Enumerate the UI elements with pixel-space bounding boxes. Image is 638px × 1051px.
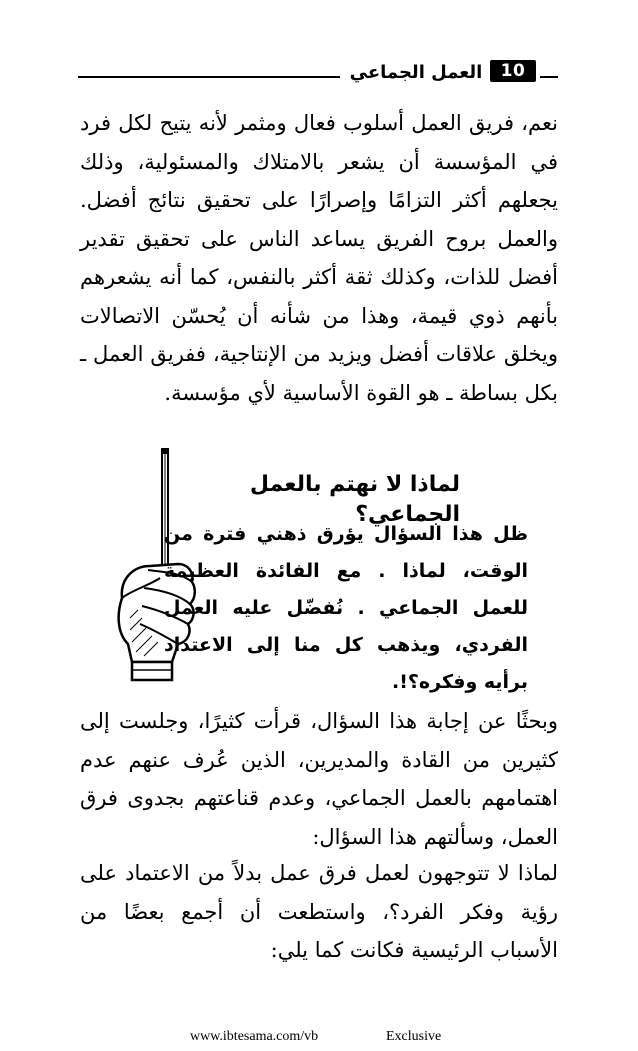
chapter-title: العمل الجماعي xyxy=(349,62,483,83)
paragraph-question: لماذا لا تتوجهون لعمل فرق عمل بدلاً من الاعتماد على رؤية وفكر الفرد؟، واستطعت أن أجمع بعضًا من الأسباب الرئيسية فكانت كما يلي: xyxy=(80,861,558,962)
page-footer xyxy=(0,1028,638,1048)
footer-tag: Exclusive xyxy=(386,1029,442,1044)
page-number: 10 xyxy=(490,60,536,82)
header-rule xyxy=(78,76,340,78)
paragraph-research: وبحثًا عن إجابة هذا السؤال، قرأت كثيرًا، وجلست إلى كثيرين من القادة والمديرين، الذين عُرف عنهم عدم اهتمامهم بالعمل الجماعي، وعدم قناعتهم بجدوى فرق العمل، وسألتهم هذا السؤال: xyxy=(80,709,558,849)
paragraph-intro: نعم، فريق العمل أسلوب فعال ومثمر لأنه يتيح لكل فرد في المؤسسة أن يشعر بالامتلاك والمسئولية، وذلك يجعلهم أكثر التزامًا وإصرارًا على تحقيق نتائج أفضل. والعمل بروح الفريق يساعد الناس على تحقيق تقدير أفضل للذات، وكذلك ثقة أكثر بالنفس، كما أنه يشعرهم بأنهم ذوي قيمة، وهذا من شأنه أن يُحسّن الاتصالات ويخلق علاقات أفضل ويزيد من الإنتاجية، ففريق العمل ـ بكل بساطة ـ هو القوة الأساسية لأي مؤسسة. xyxy=(80,111,558,405)
highlighted-question: ظل هذا السؤال يؤرق ذهني فترة من الوقت، لماذا . مع الفائدة العظيمة للعمل الجماعي . نُفضّل عليه العمل الفردي، ويذهب كل منا إلى الاعتداد برأيه وفكره؟!. xyxy=(164,523,528,693)
header-short-rule xyxy=(540,76,558,78)
page-header xyxy=(78,60,558,86)
section-heading: لماذا لا نهتم بالعمل الجماعي؟ xyxy=(249,472,460,527)
footer-url: www.ibtesama.com/vb xyxy=(190,1029,319,1044)
